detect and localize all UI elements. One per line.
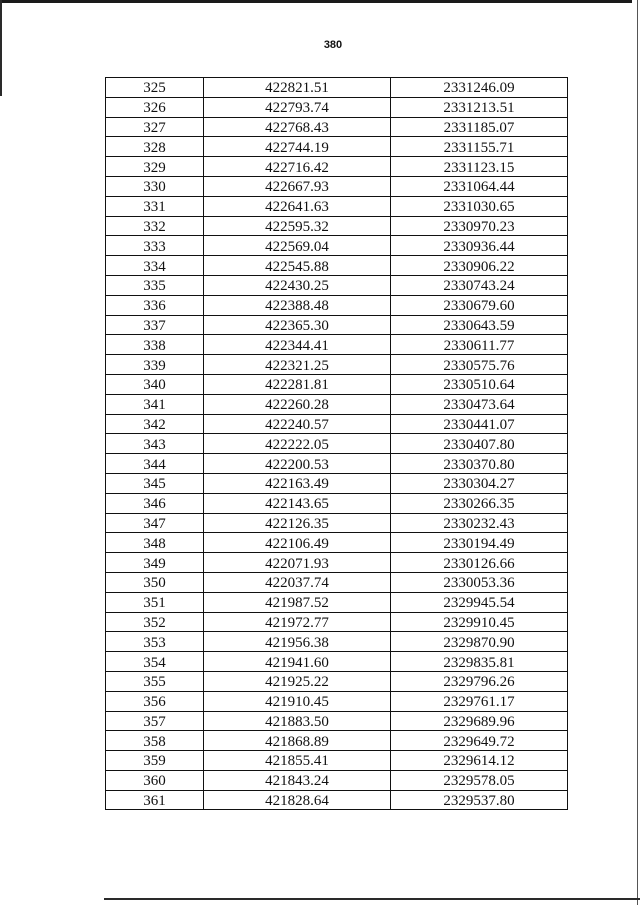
second-coordinate-cell: 2329537.80 (391, 790, 568, 810)
first-coordinate-cell: 422106.49 (204, 533, 391, 553)
table-row (106, 374, 568, 394)
second-coordinate-cell: 2329689.96 (391, 711, 568, 731)
scan-edge-left (0, 0, 2, 96)
first-coordinate-cell: 422595.32 (204, 216, 391, 236)
first-coordinate-cell: 422260.28 (204, 394, 391, 414)
table-row (106, 355, 568, 375)
table-row (106, 295, 568, 315)
point-number-cell: 333 (106, 236, 204, 256)
point-number-cell: 329 (106, 157, 204, 177)
first-coordinate-cell: 421972.77 (204, 612, 391, 632)
point-number-cell: 344 (106, 454, 204, 474)
table-row (106, 493, 568, 513)
second-coordinate-cell: 2330232.43 (391, 513, 568, 533)
point-number-cell: 337 (106, 315, 204, 335)
point-number-cell: 336 (106, 295, 204, 315)
point-number-cell: 360 (106, 770, 204, 790)
table-row (106, 790, 568, 810)
first-coordinate-cell: 422143.65 (204, 493, 391, 513)
first-coordinate-cell: 422281.81 (204, 374, 391, 394)
table-row (106, 97, 568, 117)
first-coordinate-cell: 422430.25 (204, 275, 391, 295)
second-coordinate-cell: 2329578.05 (391, 770, 568, 790)
second-coordinate-cell: 2330266.35 (391, 493, 568, 513)
table-row (106, 572, 568, 592)
first-coordinate-cell: 422793.74 (204, 97, 391, 117)
second-coordinate-cell: 2330304.27 (391, 473, 568, 493)
first-coordinate-cell: 422388.48 (204, 295, 391, 315)
first-coordinate-cell: 422321.25 (204, 355, 391, 375)
first-coordinate-cell: 421925.22 (204, 671, 391, 691)
point-number-cell: 343 (106, 434, 204, 454)
second-coordinate-cell: 2330441.07 (391, 414, 568, 434)
scan-edge-top (0, 0, 632, 3)
table-row (106, 770, 568, 790)
first-coordinate-cell: 421855.41 (204, 751, 391, 771)
point-number-cell: 348 (106, 533, 204, 553)
first-coordinate-cell: 422667.93 (204, 176, 391, 196)
second-coordinate-cell: 2329761.17 (391, 691, 568, 711)
table-row (106, 691, 568, 711)
table-row (106, 751, 568, 771)
table-row (106, 394, 568, 414)
point-number-cell: 352 (106, 612, 204, 632)
page-number: 380 (323, 39, 343, 51)
second-coordinate-cell: 2329835.81 (391, 652, 568, 672)
table-row (106, 612, 568, 632)
table-row (106, 711, 568, 731)
first-coordinate-cell: 422768.43 (204, 117, 391, 137)
scan-edge-right (637, 0, 638, 905)
table-row (106, 533, 568, 553)
second-coordinate-cell: 2330510.64 (391, 374, 568, 394)
second-coordinate-cell: 2331155.71 (391, 137, 568, 157)
table-row (106, 117, 568, 137)
point-number-cell: 328 (106, 137, 204, 157)
point-number-cell: 335 (106, 275, 204, 295)
first-coordinate-cell: 422545.88 (204, 256, 391, 276)
table-row (106, 553, 568, 573)
table-row (106, 632, 568, 652)
second-coordinate-cell: 2331123.15 (391, 157, 568, 177)
first-coordinate-cell: 422365.30 (204, 315, 391, 335)
point-number-cell: 325 (106, 78, 204, 98)
table-row (106, 335, 568, 355)
second-coordinate-cell: 2330611.77 (391, 335, 568, 355)
second-coordinate-cell: 2330575.76 (391, 355, 568, 375)
point-number-cell: 345 (106, 473, 204, 493)
table-row (106, 216, 568, 236)
second-coordinate-cell: 2329945.54 (391, 592, 568, 612)
first-coordinate-cell: 421843.24 (204, 770, 391, 790)
second-coordinate-cell: 2329649.72 (391, 731, 568, 751)
point-number-cell: 358 (106, 731, 204, 751)
first-coordinate-cell: 421868.89 (204, 731, 391, 751)
point-number-cell: 338 (106, 335, 204, 355)
table-row (106, 256, 568, 276)
first-coordinate-cell: 422200.53 (204, 454, 391, 474)
table-row (106, 196, 568, 216)
table-row (106, 731, 568, 751)
point-number-cell: 339 (106, 355, 204, 375)
table-row (106, 157, 568, 177)
point-number-cell: 351 (106, 592, 204, 612)
point-number-cell: 356 (106, 691, 204, 711)
first-coordinate-cell: 421941.60 (204, 652, 391, 672)
second-coordinate-cell: 2330643.59 (391, 315, 568, 335)
first-coordinate-cell: 421910.45 (204, 691, 391, 711)
table-row (106, 513, 568, 533)
second-coordinate-cell: 2329796.26 (391, 671, 568, 691)
point-number-cell: 326 (106, 97, 204, 117)
second-coordinate-cell: 2331246.09 (391, 78, 568, 98)
first-coordinate-cell: 422240.57 (204, 414, 391, 434)
point-number-cell: 353 (106, 632, 204, 652)
first-coordinate-cell: 422163.49 (204, 473, 391, 493)
table-row (106, 454, 568, 474)
scan-edge-bottom (104, 898, 640, 900)
point-number-cell: 334 (106, 256, 204, 276)
first-coordinate-cell: 421956.38 (204, 632, 391, 652)
second-coordinate-cell: 2330936.44 (391, 236, 568, 256)
coordinate-table-body (106, 78, 568, 810)
second-coordinate-cell: 2330743.24 (391, 275, 568, 295)
first-coordinate-cell: 422716.42 (204, 157, 391, 177)
table-row (106, 652, 568, 672)
point-number-cell: 355 (106, 671, 204, 691)
second-coordinate-cell: 2330970.23 (391, 216, 568, 236)
second-coordinate-cell: 2330370.80 (391, 454, 568, 474)
table-row (106, 236, 568, 256)
first-coordinate-cell: 422821.51 (204, 78, 391, 98)
second-coordinate-cell: 2330679.60 (391, 295, 568, 315)
second-coordinate-cell: 2329910.45 (391, 612, 568, 632)
table-row (106, 78, 568, 98)
first-coordinate-cell: 421987.52 (204, 592, 391, 612)
table-row (106, 592, 568, 612)
point-number-cell: 346 (106, 493, 204, 513)
second-coordinate-cell: 2330906.22 (391, 256, 568, 276)
second-coordinate-cell: 2329614.12 (391, 751, 568, 771)
table-row (106, 434, 568, 454)
table-row (106, 473, 568, 493)
point-number-cell: 340 (106, 374, 204, 394)
point-number-cell: 327 (106, 117, 204, 137)
first-coordinate-cell: 422641.63 (204, 196, 391, 216)
second-coordinate-cell: 2331213.51 (391, 97, 568, 117)
first-coordinate-cell: 422222.05 (204, 434, 391, 454)
point-number-cell: 347 (106, 513, 204, 533)
second-coordinate-cell: 2329870.90 (391, 632, 568, 652)
second-coordinate-cell: 2330194.49 (391, 533, 568, 553)
point-number-cell: 330 (106, 176, 204, 196)
table-row (106, 137, 568, 157)
point-number-cell: 341 (106, 394, 204, 414)
second-coordinate-cell: 2330473.64 (391, 394, 568, 414)
point-number-cell: 354 (106, 652, 204, 672)
second-coordinate-cell: 2330126.66 (391, 553, 568, 573)
first-coordinate-cell: 422071.93 (204, 553, 391, 573)
point-number-cell: 357 (106, 711, 204, 731)
point-number-cell: 350 (106, 572, 204, 592)
second-coordinate-cell: 2331064.44 (391, 176, 568, 196)
first-coordinate-cell: 422744.19 (204, 137, 391, 157)
first-coordinate-cell: 421828.64 (204, 790, 391, 810)
second-coordinate-cell: 2330407.80 (391, 434, 568, 454)
second-coordinate-cell: 2331185.07 (391, 117, 568, 137)
table-row (106, 315, 568, 335)
point-number-cell: 331 (106, 196, 204, 216)
point-number-cell: 359 (106, 751, 204, 771)
first-coordinate-cell: 422037.74 (204, 572, 391, 592)
coordinate-table (105, 77, 568, 810)
point-number-cell: 361 (106, 790, 204, 810)
second-coordinate-cell: 2331030.65 (391, 196, 568, 216)
table-row (106, 671, 568, 691)
point-number-cell: 349 (106, 553, 204, 573)
first-coordinate-cell: 422344.41 (204, 335, 391, 355)
point-number-cell: 342 (106, 414, 204, 434)
table-row (106, 414, 568, 434)
point-number-cell: 332 (106, 216, 204, 236)
first-coordinate-cell: 422126.35 (204, 513, 391, 533)
second-coordinate-cell: 2330053.36 (391, 572, 568, 592)
table-row (106, 275, 568, 295)
table-row (106, 176, 568, 196)
first-coordinate-cell: 421883.50 (204, 711, 391, 731)
first-coordinate-cell: 422569.04 (204, 236, 391, 256)
